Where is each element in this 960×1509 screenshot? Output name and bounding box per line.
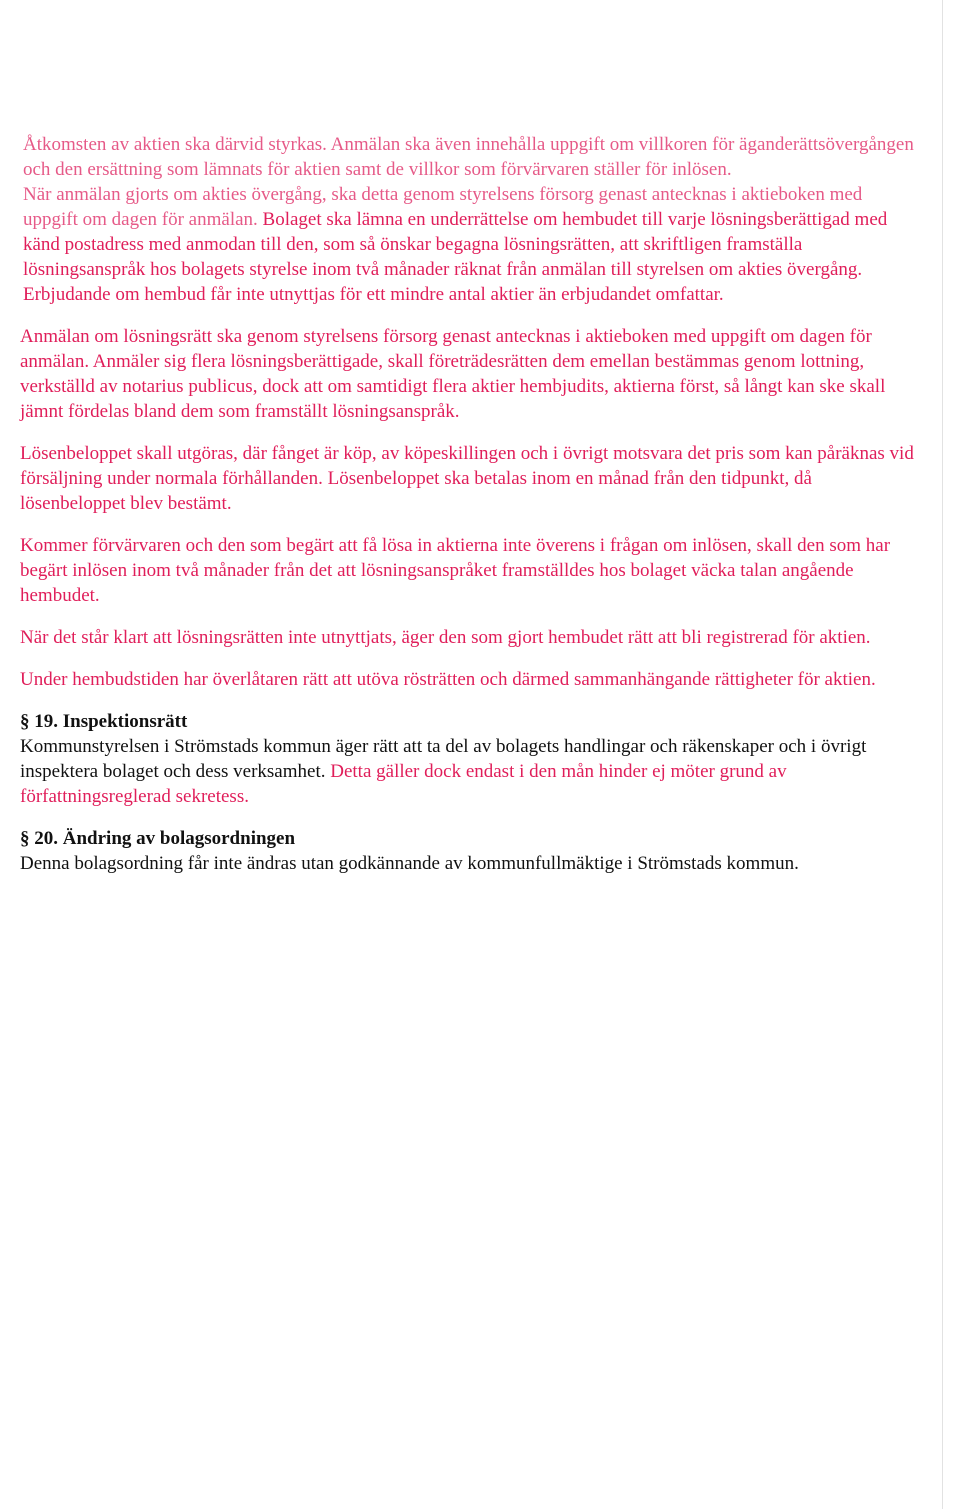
paragraph-share-transfer-notice: Åtkomsten av aktien ska därvid styrkas. Anmälan ska även innehålla uppgift om villkoren för äganderättsövergången och den ersättning som lämnats för aktien samt de villkor som förvärvaren ställer för inlösen. <box>23 134 914 180</box>
paragraph-notification-text: Bolaget ska lämna en underrättelse om hembudet till varje lösningsberättigad med känd postadress med anmodan till den, som så önskar begagna lösningsrätten, att skriftligen framställa lösningsanspråk hos bolagets styrelse inom två månader räknat från anmälan till styrelsen om akties övergång. Erbjudande om hembud får inte utnyttjas för ett mindre antal aktier än erbjudandet omfattar. <box>23 209 888 305</box>
paragraph-redemption-amount: Lösenbeloppet skall utgöras, där fånget är köp, av köpeskillingen och i övrigt motsvara det pris som kan påräknas vid försäljning under normala förhållanden. Lösenbeloppet ska betalas inom en månad från den tidpunkt, då lösenbeloppet blev bestämt. <box>20 443 914 514</box>
section-body-inspection-red: Detta gäller dock endast i den mån hinder ej möter grund av författningsreglerad sekretess. <box>20 761 787 807</box>
paragraph-voting-rights: Under hembudstiden har överlåtaren rätt att utöva rösträtten och därmed sammanhängande rättigheter för aktien. <box>20 669 876 690</box>
paragraph-registration <box>23 182 920 307</box>
paragraph-disagreement: Kommer förvärvaren och den som begärt att få lösa in aktierna inte överens i frågan om inlösen, skall den som har begärt inlösen inom två månader från det att lösningsanspråket framställdes hos bolaget väcka talan angående hembudet. <box>20 535 891 606</box>
section-body-amendment: Denna bolagsordning får inte ändras utan godkännande av kommunfullmäktige i Strömstads kommun. <box>20 853 799 874</box>
page-edge-line <box>942 0 943 1509</box>
section-heading-amendment: § 20. Ändring av bolagsordningen <box>20 828 296 849</box>
section-body-inspection <box>20 734 920 809</box>
section-inspection <box>20 709 920 809</box>
paragraph-redemption-right: Anmälan om lösningsrätt ska genom styrelsens försorg genast antecknas i aktieboken med uppgift om dagen för anmälan. Anmäler sig flera lösningsberättigade, skall företrädesrätten dem emellan bestämmas genom lottning, verkställd av notarius publicus, dock att om samtidigt flera aktier hembjudits, aktierna först, så långt kan ske skall jämnt fördelas bland dem som framställt lösningsanspråk. <box>20 326 886 422</box>
section-amendment <box>20 826 920 876</box>
paragraph-registration-right: När det står klart att lösningsrätten inte utnyttjats, äger den som gjort hembudet rätt att bli registrerad för aktien. <box>20 627 871 648</box>
document-body <box>20 132 920 876</box>
section-heading-inspection: § 19. Inspektionsrätt <box>20 711 188 732</box>
paragraph-registration-text: När anmälan gjorts om akties övergång, ska detta genom styrelsens försorg genast antecknas i aktieboken med uppgift om dagen för anmälan. <box>23 184 863 230</box>
section-body-inspection-black: Kommunstyrelsen i Strömstads kommun äger rätt att ta del av bolagets handlingar och räkenskaper och i övrigt inspektera bolaget och dess verksamhet. <box>20 736 867 782</box>
